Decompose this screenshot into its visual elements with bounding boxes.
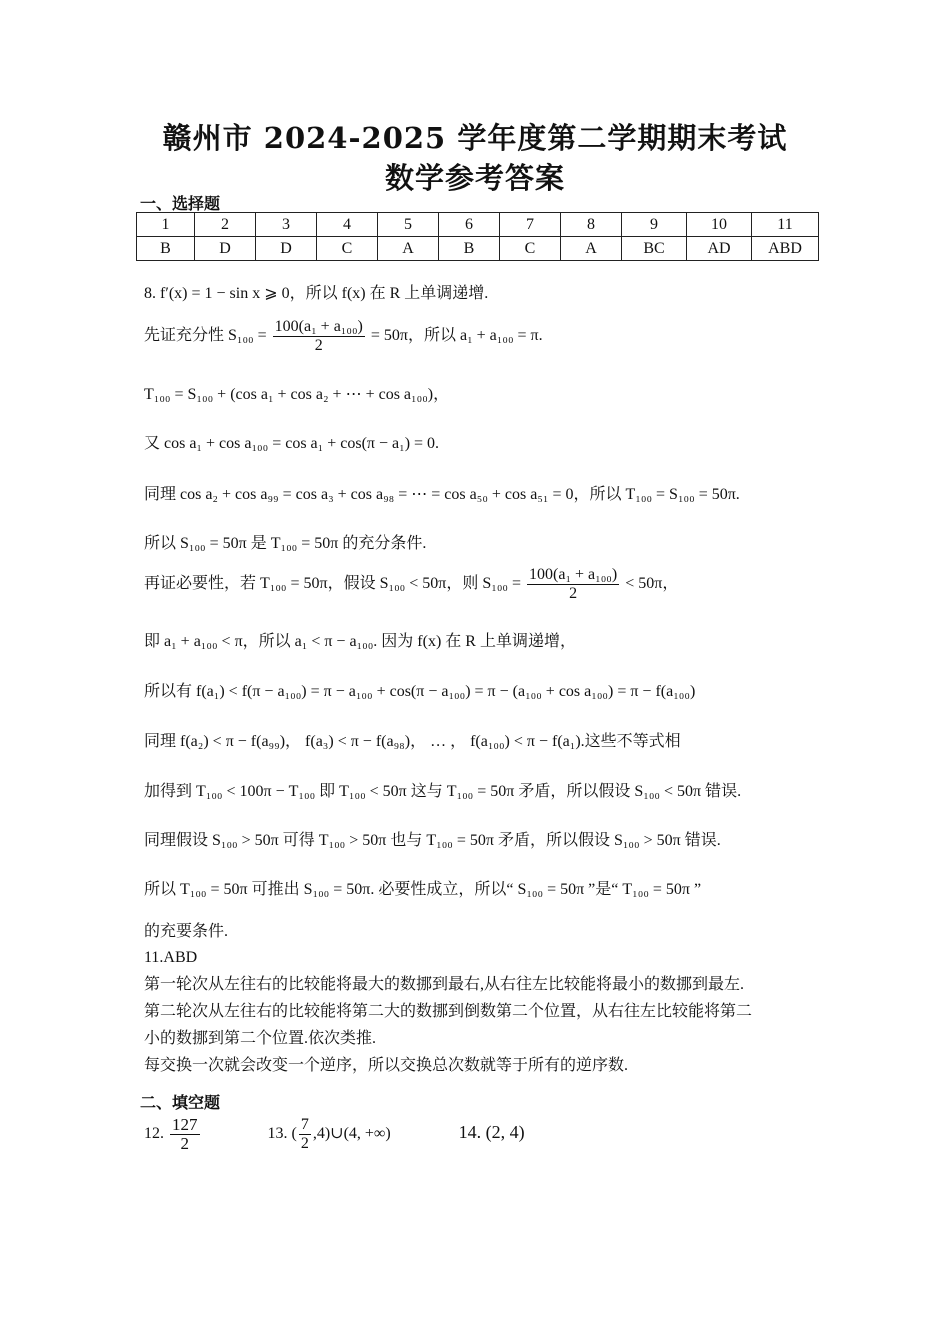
answer-table-number-cell: 2 bbox=[195, 213, 256, 237]
answer-table bbox=[136, 212, 819, 261]
fraction-denominator: 2 bbox=[300, 1135, 309, 1152]
answer-table-number-cell: 1 bbox=[137, 213, 195, 237]
q13-fraction bbox=[299, 1116, 311, 1153]
answer-table-number-cell: 3 bbox=[256, 213, 317, 237]
q8-line-7-end: < 50π， bbox=[625, 575, 679, 593]
page-subtitle: 数学参考答案 bbox=[384, 161, 565, 195]
fraction-numerator: 7 bbox=[300, 1116, 309, 1133]
q8-line-8: 即 a₁ + a₁₀₀ < π，所以 a₁ < π − a₁₀₀. 因为 f(x) 在 R 上单调递增， bbox=[144, 633, 576, 650]
q11-paragraph-4: 每交换一次就会改变一个逆序，所以交换总次数就等于所有的逆序数. bbox=[144, 1057, 629, 1074]
fraction bbox=[273, 318, 365, 355]
q8-line-3: T₁₀₀ = S₁₀₀ + (cos a₁ + cos a₂ + ⋯ + cos a₁₀₀)， bbox=[144, 386, 450, 403]
answer-table-row-numbers bbox=[137, 213, 819, 237]
q11-heading: 11.ABD bbox=[144, 949, 198, 966]
section-heading-fill: 二、填空题 bbox=[140, 1093, 221, 1112]
answer-table-number-cell: 6 bbox=[439, 213, 500, 237]
answer-table-number-cell: 10 bbox=[687, 213, 752, 237]
answer-table-choice-cell: C bbox=[317, 237, 378, 261]
answer-table-number-cell: 5 bbox=[378, 213, 439, 237]
q11-paragraph-2: 第二轮次从左往右的比较能将第二大的数挪到倒数第二个位置，从右往左比较能将第二 bbox=[144, 1003, 753, 1020]
q8-line-7-start: 再证必要性，若 T₁₀₀ = 50π，假设 S₁₀₀ < 50π，则 S₁₀₀ = bbox=[144, 575, 522, 593]
answer-table-choice-cell: A bbox=[378, 237, 439, 261]
q8-line-5: 同理 cos a₂ + cos a₉₉ = cos a₃ + cos a₉₈ = ⋯ = cos a₅₀ + cos a₅₁ = 0，所以 T₁₀₀ = S₁₀₀ = 50π. bbox=[144, 486, 740, 503]
answer-table-number-cell: 7 bbox=[500, 213, 561, 237]
answer-table-choice-cell: AD bbox=[687, 237, 752, 261]
fraction-denominator: 2 bbox=[180, 1134, 189, 1153]
q8-line-2 bbox=[144, 318, 543, 355]
answer-table-choice-cell: D bbox=[256, 237, 317, 261]
answer-table-choice-cell: A bbox=[561, 237, 622, 261]
q13-label: 13. ( bbox=[267, 1125, 297, 1143]
fraction-numerator: 100(a₁ + a₁₀₀) bbox=[274, 318, 363, 335]
answer-table-number-cell: 4 bbox=[317, 213, 378, 237]
q8-line-2-end: = 50π，所以 a₁ + a₁₀₀ = π. bbox=[370, 327, 543, 345]
q8-line-12: 同理假设 S₁₀₀ > 50π 可得 T₁₀₀ > 50π 也与 T₁₀₀ = 50π 矛盾，所以假设 S₁₀₀ > 50π 错误. bbox=[144, 832, 721, 849]
q8-line-7 bbox=[144, 566, 678, 603]
q14-answer: 14. (2, 4) bbox=[458, 1122, 525, 1143]
q11-explanation bbox=[144, 944, 824, 1079]
q8-line-4: 又 cos a₁ + cos a₁₀₀ = cos a₁ + cos(π − a₁) = 0. bbox=[144, 435, 440, 452]
q8-line-1: 8. f′(x) = 1 − sin x ⩾ 0，所以 f(x) 在 R 上单调递增. bbox=[144, 285, 489, 302]
fraction-numerator: 127 bbox=[172, 1115, 198, 1134]
page-title: 赣州市 2024-2025 学年度第二学期期末考试 bbox=[162, 121, 788, 155]
q12-label: 12. bbox=[144, 1125, 164, 1143]
q11-paragraph-3: 小的数挪到第二个位置.依次类推. bbox=[144, 1030, 377, 1047]
fraction-denominator: 2 bbox=[314, 337, 323, 354]
answer-table-choice-cell: C bbox=[500, 237, 561, 261]
answer-table-choice-cell: D bbox=[195, 237, 256, 261]
q8-line-13: 所以 T₁₀₀ = 50π 可推出 S₁₀₀ = 50π. 必要性成立，所以“ S₁₀₀ = 50π ”是“ T₁₀₀ = 50π ” bbox=[144, 881, 702, 898]
answer-table-number-cell: 11 bbox=[752, 213, 819, 237]
q8-line-9: 所以有 f(a₁) < f(π − a₁₀₀) = π − a₁₀₀ + cos(π − a₁₀₀) = π − (a₁₀₀ + cos a₁₀₀) = π − f(a₁₀₀) bbox=[144, 683, 696, 700]
q8-line-2-start: 先证充分性 S₁₀₀ = bbox=[144, 327, 267, 345]
answer-table-choice-cell: BC bbox=[622, 237, 687, 261]
answer-table-number-cell: 8 bbox=[561, 213, 622, 237]
answer-table-choice-cell: ABD bbox=[752, 237, 819, 261]
q8-line-10: 同理 f(a₂) < π − f(a₉₉)， f(a₃) < π − f(a₉₈)， … ， f(a₁₀₀) < π − f(a₁).这些不等式相 bbox=[144, 733, 681, 750]
section-heading-choice: 一、选择题 bbox=[140, 194, 221, 213]
q11-paragraph-1: 第一轮次从左往右的比较能将最大的数挪到最右,从右往左比较能将最小的数挪到最左. bbox=[144, 976, 745, 993]
fraction bbox=[527, 566, 619, 603]
fraction-numerator: 100(a₁ + a₁₀₀) bbox=[529, 566, 618, 583]
q8-line-11: 加得到 T₁₀₀ < 100π − T₁₀₀ 即 T₁₀₀ < 50π 这与 T₁₀₀ = 50π 矛盾，所以假设 S₁₀₀ < 50π 错误. bbox=[144, 783, 742, 800]
answer-table-choice-cell: B bbox=[137, 237, 195, 261]
fraction-denominator: 2 bbox=[569, 585, 578, 602]
q13-rest: ,4)∪(4, +∞) bbox=[312, 1125, 391, 1143]
answer-table-row-choices bbox=[137, 237, 819, 261]
q8-line-6: 所以 S₁₀₀ = 50π 是 T₁₀₀ = 50π 的充分条件. bbox=[144, 535, 427, 552]
q8-line-14: 的充要条件. bbox=[144, 923, 229, 940]
answer-table-number-cell: 9 bbox=[622, 213, 687, 237]
q12-fraction bbox=[170, 1116, 200, 1153]
answer-table-choice-cell: B bbox=[439, 237, 500, 261]
fill-answers bbox=[144, 1116, 525, 1153]
